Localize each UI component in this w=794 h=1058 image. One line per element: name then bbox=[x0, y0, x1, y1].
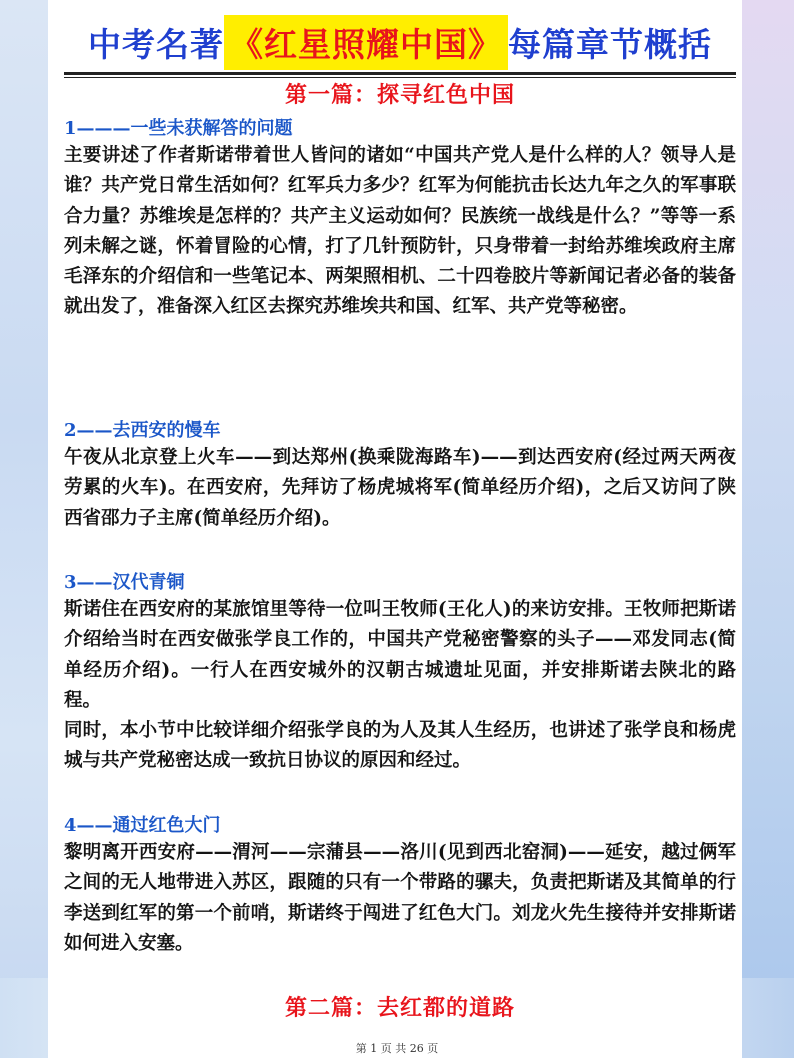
section-4-title: 4——通过红色大门 bbox=[64, 815, 221, 836]
title-book-name: 《红星照耀中国》 bbox=[224, 15, 508, 70]
page-title bbox=[64, 14, 736, 70]
section-3-title: 3——汉代青铜 bbox=[64, 572, 185, 593]
part-1-title: 第一篇：探寻红色中国 bbox=[284, 82, 515, 108]
title-suffix: 每篇章节概括 bbox=[508, 24, 712, 64]
title-divider bbox=[64, 72, 736, 75]
section-4-paragraph: 黎明离开西安府——渭河——宗蒲县——洛川(见到西北窑洞)——延安，越过俩军之间的无人地带进入苏区，跟随的只有一个带路的骡夫，负责把斯诺及其简单的行李送到红军的第一个前哨，斯诺终于闯进了红色大门。刘龙火先生接待并安排斯诺如何进入安塞。 bbox=[64, 842, 736, 954]
title-prefix: 中考名著 bbox=[88, 24, 224, 64]
section-3-paragraph-2: 同时，本小节中比较详细介绍张学良的为人及其人生经历，也讲述了张学良和杨虎城与共产党秘密达成一致抗日协议的原因和经过。 bbox=[64, 720, 736, 772]
section-2-title: 2——去西安的慢车 bbox=[64, 420, 221, 441]
section-1-paragraph: 主要讲述了作者斯诺带着世人皆问的诸如“中国共产党人是什么样的人？领导人是谁？共产党日常生活如何？红军兵力多少？红军为何能抗击长达九年之久的军事联合力量？苏维埃是怎样的？共产主义运动如何？民族统一战线是什么？”等等一系列未解之谜，怀着冒险的心情，打了几针预防针，只身带着一封给苏维埃政府主席毛泽东的介绍信和一些笔记本、两架照相机、二十四卷胶片等新闻记者必备的装备就出发了，准备深入红区去探究苏维埃共和国、红军、共产党等秘密。 bbox=[64, 145, 736, 318]
section-1-title: 1———一些未获解答的问题 bbox=[64, 118, 293, 139]
section-2-paragraph: 午夜从北京登上火车——到达郑州(换乘陇海路车)——到达西安府(经过两天两夜劳累的火车)。在西安府，先拜访了杨虎城将军(简单经历介绍)，之后又访问了陕西省邵力子主席(简单经历介绍)。 bbox=[64, 447, 736, 529]
part-2-title: 第二篇：去红都的道路 bbox=[284, 995, 515, 1021]
page-number: 第 1 页 共 26 页 bbox=[355, 1042, 439, 1055]
background-left-strip bbox=[0, 0, 48, 1058]
section-3-paragraph-1: 斯诺住在西安府的某旅馆里等待一位叫王牧师(王化人)的来访安排。王牧师把斯诺介绍给当时在西安做张学良工作的，中国共产党秘密警察的头子——邓发同志(简单经历介绍)。一行人在西安城外的汉朝古城遗址见面，并安排斯诺去陕北的路程。 bbox=[64, 599, 736, 711]
background-right-strip bbox=[742, 0, 794, 1058]
